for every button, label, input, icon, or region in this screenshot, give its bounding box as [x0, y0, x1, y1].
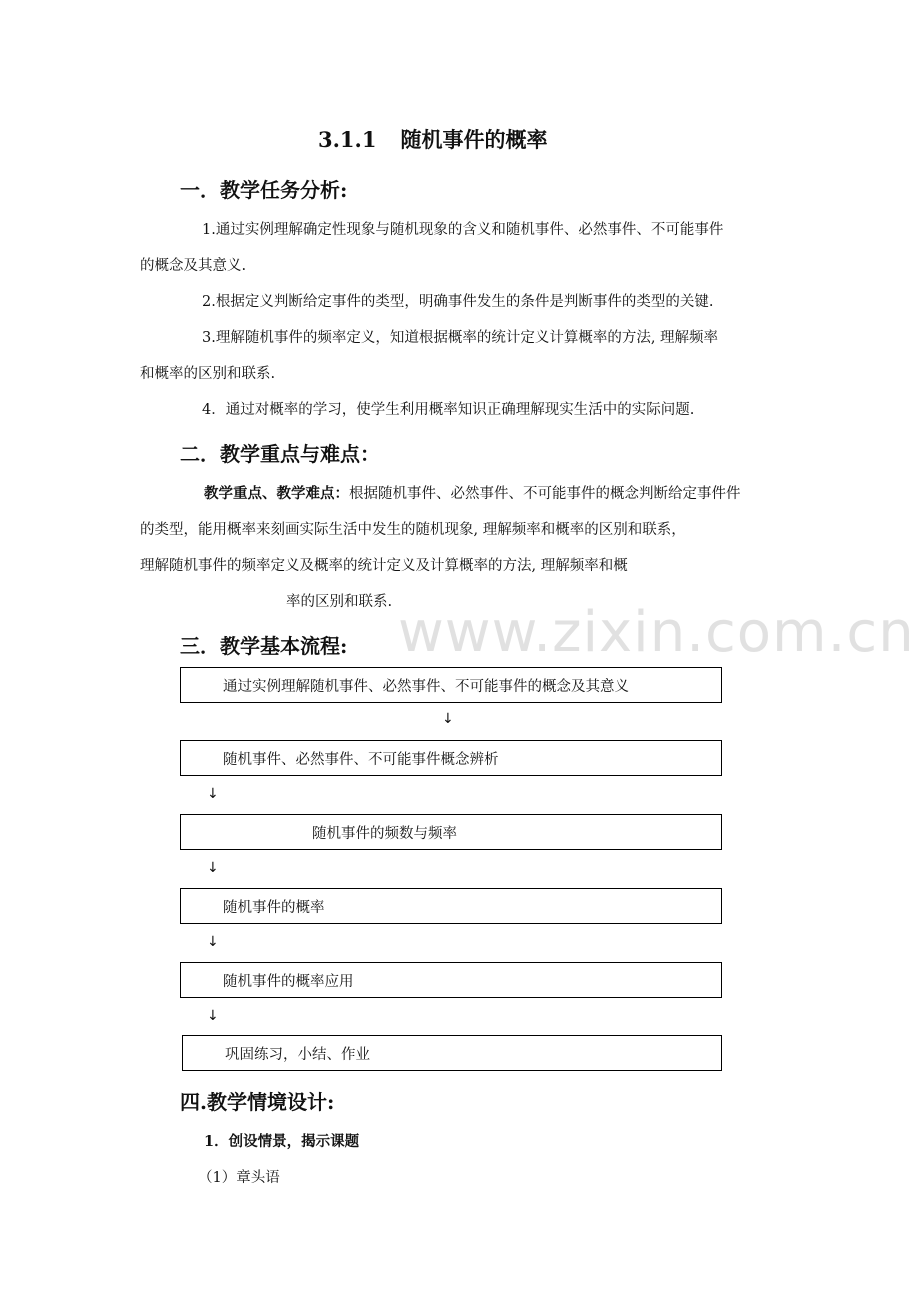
flow-arrow-5: ↓ — [207, 1008, 219, 1024]
section3-heading: 三．教学基本流程: — [180, 634, 348, 658]
key-points-text: 根据随机事件、必然事件、不可能事件的概念判断给定事件件 — [349, 486, 741, 502]
item3-line2: 和概率的区别和联系. — [140, 366, 276, 382]
page-title — [318, 124, 547, 154]
section2-heading: 二．教学重点与难点： — [180, 442, 380, 466]
item1-line2: 的概念及其意义. — [140, 258, 247, 274]
key-points-label: 教学重点、教学难点： — [204, 485, 349, 502]
flow-step-5 — [180, 962, 722, 998]
item2-line1: 2.根据定义判断给定事件的类型，明确事件发生的条件是判断事件的类型的关键. — [202, 294, 714, 310]
section2-line1 — [204, 482, 741, 503]
flow-step-6 — [182, 1035, 722, 1071]
flow-step-3-label: 随机事件的频数与频率 — [312, 825, 457, 842]
flow-step-5-label: 随机事件的概率应用 — [223, 973, 354, 990]
flow-arrow-2: ↓ — [207, 786, 219, 802]
flow-step-4 — [180, 888, 722, 924]
section2-line3: 理解随机事件的频率定义及概率的统计定义及计算概率的方法, 理解频率和概 — [140, 558, 628, 574]
title-text: 随机事件的概率 — [400, 127, 548, 152]
section2-line4: 率的区别和联系. — [286, 594, 393, 610]
section2-line2: 的类型，能用概率来刻画实际生活中发生的随机现象, 理解频率和概率的区别和联系， — [140, 522, 686, 538]
flow-step-2-label: 随机事件、必然事件、不可能事件概念辨析 — [223, 751, 499, 768]
flow-step-2 — [180, 740, 722, 776]
item4-line1: 4．通过对概率的学习，使学生利用概率知识正确理解现实生活中的实际问题. — [202, 402, 695, 418]
flow-step-1-label: 通过实例理解随机事件、必然事件、不可能事件的概念及其意义 — [223, 678, 629, 695]
item3-line1: 3.理解随机事件的频率定义，知道根据概率的统计定义计算概率的方法, 理解频率 — [202, 330, 719, 346]
flow-arrow-4: ↓ — [207, 934, 219, 950]
section4-sub1: 1．创设情景，揭示课题 — [204, 1133, 360, 1150]
section4-heading: 四.教学情境设计: — [180, 1090, 335, 1114]
flow-arrow-1: ↓ — [442, 711, 454, 727]
flow-step-4-label: 随机事件的概率 — [223, 899, 325, 916]
flow-step-1 — [180, 667, 722, 703]
flow-step-3 — [180, 814, 722, 850]
item1-line1: 1.通过实例理解确定性现象与随机现象的含义和随机事件、必然事件、不可能事件 — [202, 222, 724, 238]
watermark: www.zixin.com.cn — [398, 600, 915, 665]
section1-heading: 一．教学任务分析: — [180, 178, 348, 202]
flow-arrow-3: ↓ — [207, 860, 219, 876]
section4-sub2: （1）章头语 — [198, 1170, 280, 1186]
title-number: 3.1.1 — [318, 127, 377, 152]
flow-step-6-label: 巩固练习，小结、作业 — [225, 1046, 370, 1063]
